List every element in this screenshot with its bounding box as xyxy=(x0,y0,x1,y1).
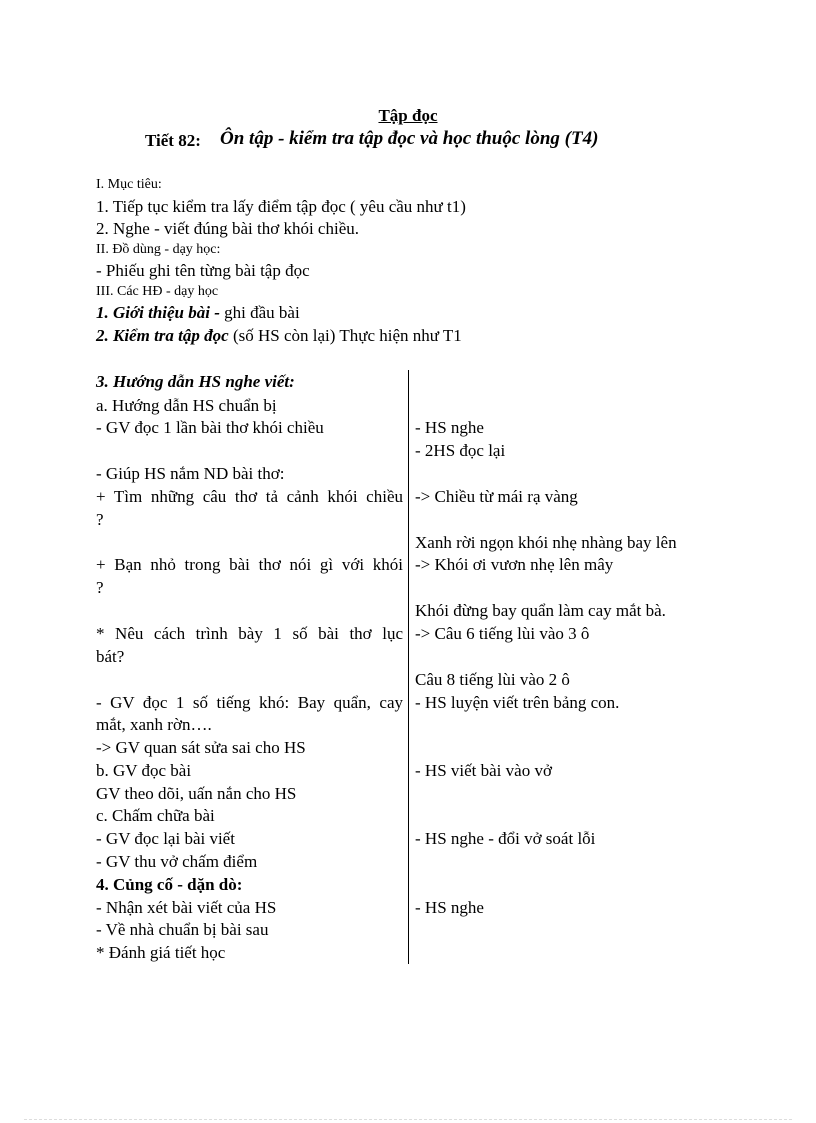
check-line xyxy=(96,326,462,346)
check-text: (số HS còn lại) Thực hiện như T1 xyxy=(228,326,462,345)
check-label: 2. Kiểm tra tập đọc xyxy=(96,326,229,345)
section3-heading: 3. Hướng dẫn HS nghe viết: xyxy=(96,372,295,391)
page-bottom-divider xyxy=(24,1119,792,1120)
left-cell: - GV đọc 1 số tiếng khó: Bay quẩn, cay xyxy=(96,693,403,712)
intro-line xyxy=(96,303,300,323)
left-cell: ? xyxy=(96,510,104,529)
materials-heading: II. Đồ dùng - dạy học: xyxy=(96,242,221,257)
intro-text: ghi đầu bài xyxy=(219,303,300,322)
left-cell: c. Chấm chữa bài xyxy=(96,806,215,825)
intro-label: 1. Giới thiệu bài - xyxy=(96,303,220,322)
right-cell: -> Chiều từ mái rạ vàng xyxy=(415,487,578,506)
section4-heading: 4. Củng cố - dặn dò: xyxy=(96,875,243,894)
left-cell: - Nhận xét bài viết của HS xyxy=(96,898,277,917)
right-cell: - HS nghe - đổi vở soát lỗi xyxy=(415,829,596,848)
left-cell: ? xyxy=(96,578,104,597)
left-cell: - GV đọc lại bài viết xyxy=(96,829,235,848)
left-cell: + Bạn nhỏ trong bài thơ nói gì với khói xyxy=(96,555,403,574)
activities-heading: III. Các HĐ - dạy học xyxy=(96,284,219,299)
material-item: - Phiếu ghi tên từng bài tập đọc xyxy=(96,261,310,280)
objective-item: 1. Tiếp tục kiểm tra lấy điểm tập đọc ( yêu cầu như t1) xyxy=(96,197,466,216)
lesson-title-row xyxy=(0,128,816,156)
left-cell: a. Hướng dẫn HS chuẩn bị xyxy=(96,396,277,415)
left-cell: GV theo dõi, uấn nắn cho HS xyxy=(96,784,297,803)
left-cell: - Giúp HS nắm ND bài thơ: xyxy=(96,464,285,483)
left-cell: b. GV đọc bài xyxy=(96,761,192,780)
right-cell: Xanh rời ngọn khói nhẹ nhàng bay lên xyxy=(415,533,677,552)
column-divider xyxy=(408,370,409,964)
left-cell: * Đánh giá tiết học xyxy=(96,943,226,962)
right-cell: - HS luyện viết trên bảng con. xyxy=(415,693,620,712)
right-cell: - HS nghe xyxy=(415,898,484,917)
left-cell: * Nêu cách trình bày 1 số bài thơ lục xyxy=(96,624,403,643)
right-cell: -> Khói ơi vươn nhẹ lên mây xyxy=(415,555,614,574)
subject-heading: Tập đọc xyxy=(378,106,438,125)
right-cell: Câu 8 tiếng lùi vào 2 ô xyxy=(415,670,570,689)
lesson-number: Tiết 82: xyxy=(145,131,201,150)
left-cell: mắt, xanh rờn…. xyxy=(96,715,212,734)
left-cell: -> GV quan sát sửa sai cho HS xyxy=(96,738,306,757)
right-cell: Khói đừng bay quẩn làm cay mắt bà. xyxy=(415,601,666,620)
right-cell: - HS nghe xyxy=(415,418,484,437)
left-cell: - Về nhà chuẩn bị bài sau xyxy=(96,920,269,939)
left-cell: - GV đọc 1 lần bài thơ khói chiều xyxy=(96,418,324,437)
objective-item: 2. Nghe - viết đúng bài thơ khói chiều. xyxy=(96,219,359,238)
left-cell: bát? xyxy=(96,647,125,666)
left-cell: + Tìm những câu thơ tả cảnh khói chiều xyxy=(96,487,403,506)
right-cell: -> Câu 6 tiếng lùi vào 3 ô xyxy=(415,624,590,643)
lesson-title: Ôn tập - kiểm tra tập đọc và học thuộc lòng (T4) xyxy=(220,128,599,149)
left-cell: - GV thu vở chấm điểm xyxy=(96,852,258,871)
objectives-heading: I. Mục tiêu: xyxy=(96,177,162,192)
right-cell: - 2HS đọc lại xyxy=(415,441,506,460)
right-cell: - HS viết bài vào vở xyxy=(415,761,552,780)
